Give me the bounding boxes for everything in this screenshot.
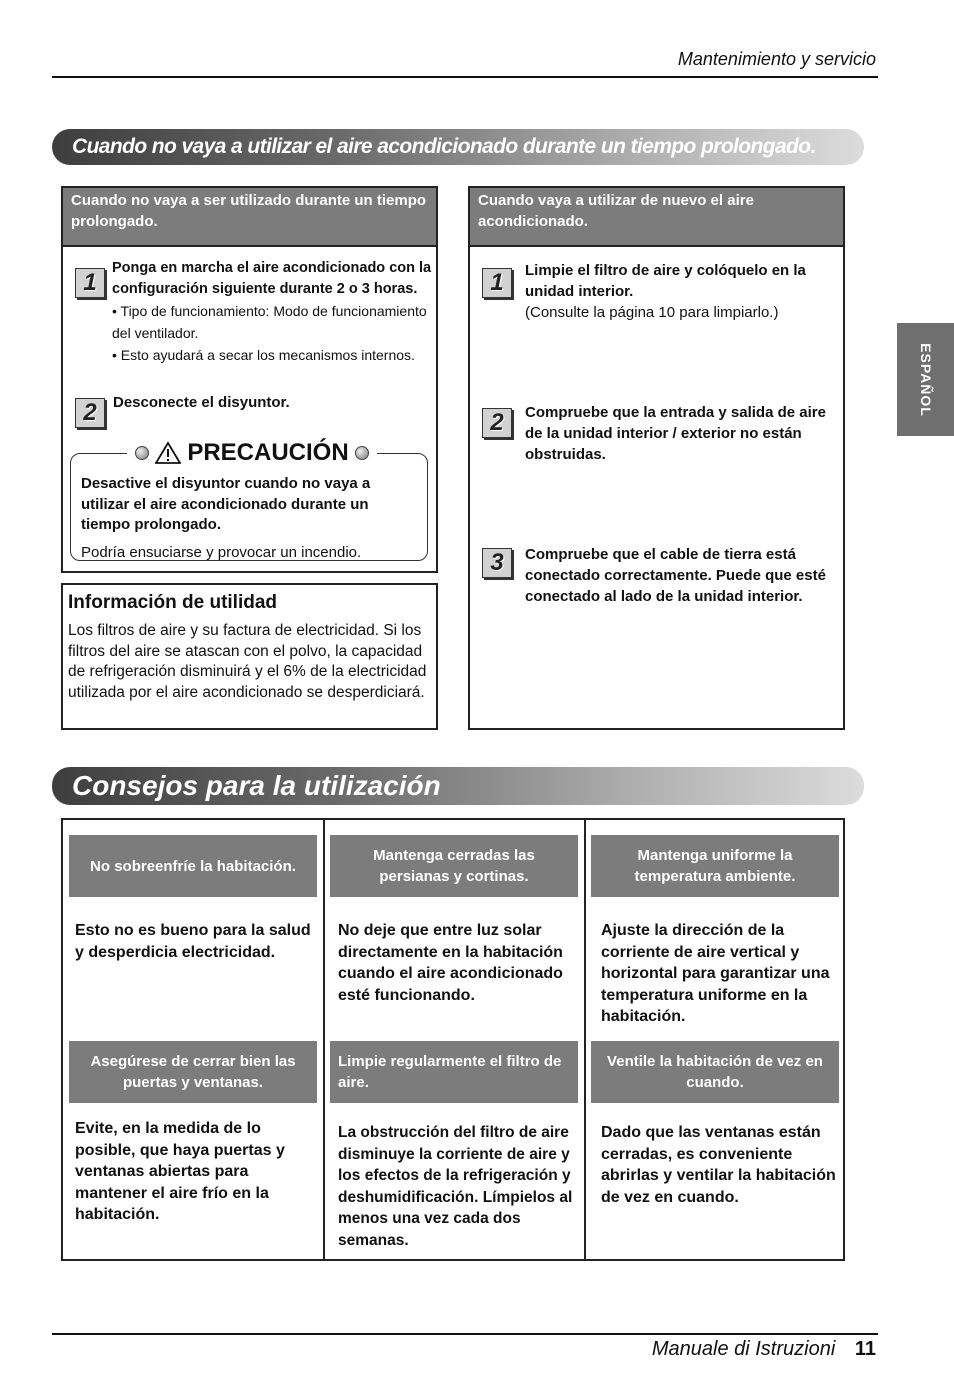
tip-text-6: Dado que las ventanas están cerradas, es conveniente abrirlas y ventilar la habitación de vez en cuando. — [601, 1124, 836, 1206]
tip-heading-3: Mantenga uniforme la temperatura ambiente. — [591, 835, 839, 897]
tip-heading-6: Ventile la habitación de vez en cuando. — [591, 1041, 839, 1103]
right-step-number-1: 1 — [482, 268, 512, 298]
info-title: Información de utilidad — [68, 592, 278, 613]
tips-divider-2 — [584, 820, 586, 1259]
caution-title: PRECAUCIÓN — [187, 439, 349, 466]
right-box-divider — [470, 245, 843, 247]
left-step1-bullet2: • Esto ayudará a secar los mecanismos internos. — [112, 347, 415, 363]
right-step2-text: Compruebe que la entrada y salida de aire de la unidad interior / exterior no están obstruidas. — [525, 404, 826, 463]
left-step1-text: Ponga en marcha el aire acondicionado con la configuración siguiente durante 2 o 3 horas. — [112, 260, 432, 297]
page-number: 11 — [854, 1338, 876, 1360]
left-step1-bullet1: • Tipo de funcionamiento: Modo de funcionamiento del ventilador. — [112, 303, 427, 341]
tip-heading-4: Asegúrese de cerrar bien las puertas y ventanas. — [69, 1041, 317, 1103]
caution-note: Podría ensuciarse y provocar un incendio. — [81, 543, 362, 561]
tip-text-2: No deje que entre luz solar directamente en la habitación cuando el aire acondicionado esté funcionando. — [338, 922, 563, 1004]
right-step1-text: Limpie el filtro de aire y colóquelo en la unidad interior. — [525, 262, 806, 300]
tip-heading-5: Limpie regularmente el filtro de aire. — [330, 1041, 578, 1103]
tip-text-4: Evite, en la medida de lo posible, que haya puertas y ventanas abiertas para mantener el aire frío en la habitación. — [75, 1120, 285, 1223]
tip-heading-2: Mantenga cerradas las persianas y cortinas. — [330, 835, 578, 897]
warning-triangle-icon — [155, 441, 181, 465]
right-step3-text: Compruebe que el cable de tierra está conectado correctamente. Puede que esté conectado al lado de la unidad interior. — [525, 546, 826, 605]
left-box-divider — [63, 245, 436, 247]
caution-right-dot-icon — [355, 446, 369, 460]
caution-left-dot-icon — [135, 446, 149, 460]
left-box-heading: Cuando no vaya a ser utilizado durante un tiempo prolongado. — [63, 188, 436, 245]
right-step-number-2: 2 — [482, 408, 512, 438]
tip-heading-1: No sobreenfríe la habitación. — [69, 835, 317, 897]
info-box — [61, 583, 438, 730]
tips-divider-1 — [323, 820, 325, 1259]
section2-title: Consejos para la utilización — [72, 770, 441, 801]
language-tab-label: ESPAÑOL — [917, 342, 934, 417]
right-step-number-3: 3 — [482, 548, 512, 578]
section-header: Mantenimiento y servicio — [677, 49, 876, 69]
right-box — [468, 186, 845, 730]
tip-text-5: La obstrucción del filtro de aire disminuye la corriente de aire y los efectos de la refrigeración y deshumidificación. Límpielos al menos una vez cada dos semanas. — [338, 1124, 573, 1249]
caution-title-badge — [127, 436, 377, 470]
language-tab — [897, 323, 954, 436]
section1-banner — [52, 129, 864, 165]
tip-text-1: Esto no es bueno para la salud y desperdicia electricidad. — [75, 922, 311, 961]
right-step1-note: (Consulte la página 10 para limpiarlo.) — [525, 304, 779, 321]
section1-title: Cuando no vaya a utilizar el aire acondicionado durante un tiempo prolongado. — [72, 135, 816, 158]
tip-text-3: Ajuste la dirección de la corriente de aire vertical y horizontal para garantizar una temperatura uniforme en la habitación. — [601, 922, 830, 1025]
footer-rule — [52, 1333, 878, 1335]
tips-grid — [61, 818, 845, 1261]
step-number-2: 2 — [75, 398, 105, 428]
left-step2-text: Desconecte el disyuntor. — [113, 394, 290, 411]
header-rule — [52, 76, 878, 78]
right-box-heading: Cuando vaya a utilizar de nuevo el aire acondicionado. — [470, 188, 843, 245]
footer-manual: Manuale di Istruzioni — [651, 1338, 836, 1360]
step-number-1: 1 — [75, 268, 105, 298]
footer — [652, 1338, 876, 1361]
caution-bold-text: Desactive el disyuntor cuando no vaya a utilizar el aire acondicionado durante un tiempo prolongado. — [81, 475, 371, 533]
section2-banner — [52, 767, 864, 805]
info-text: Los filtros de aire y su factura de electricidad. Si los filtros del aire se atascan con el polvo, la capacidad de refrigeración disminuirá y el 6% de la electricidad utilizada por el aire acondicionado se desperdiciará. — [68, 622, 427, 701]
